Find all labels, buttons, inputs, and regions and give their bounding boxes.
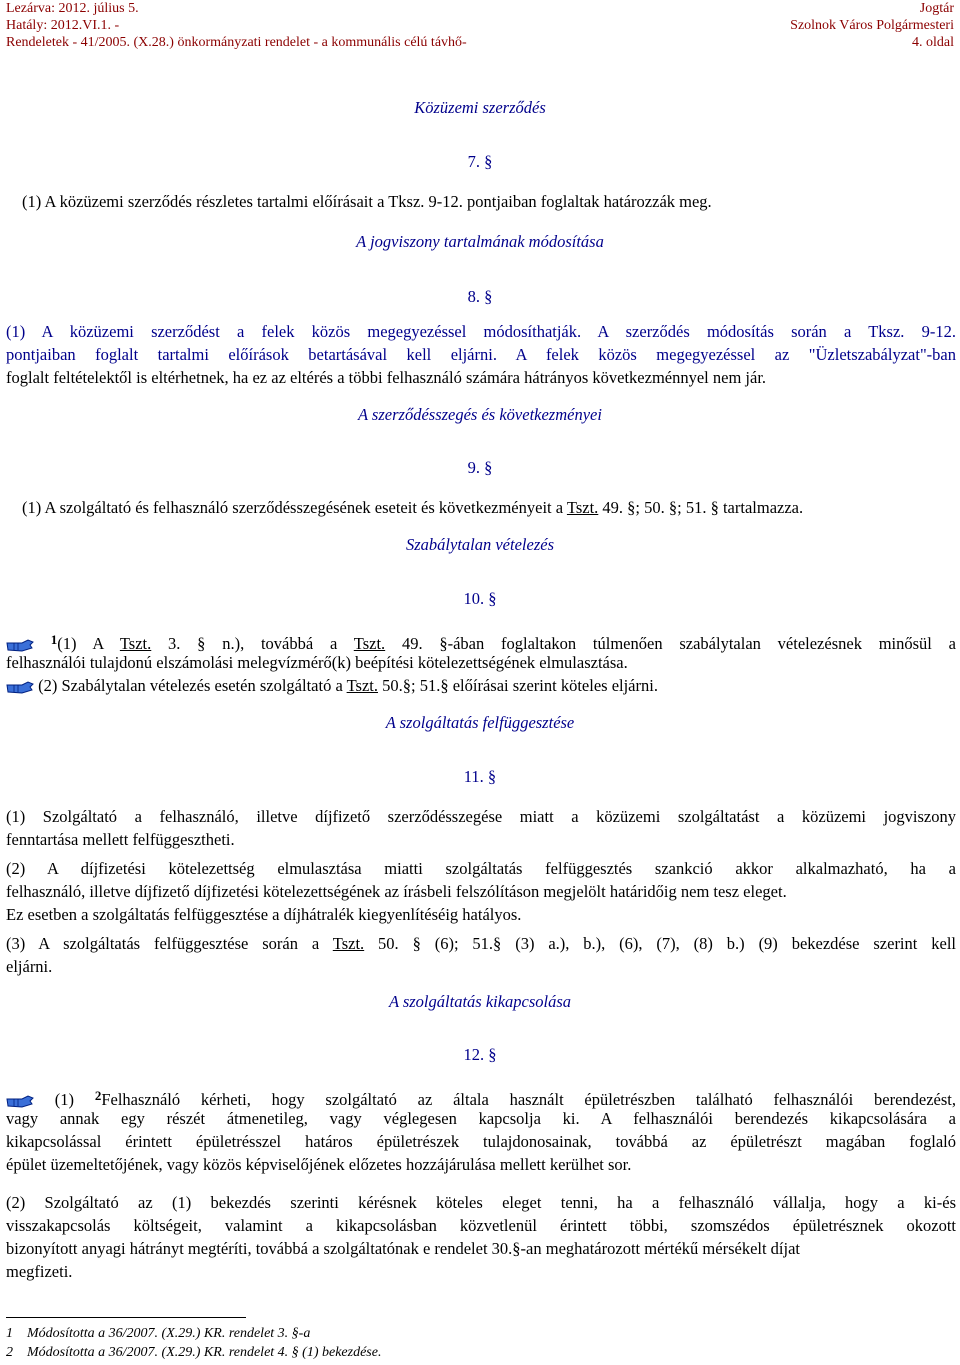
section-11-p2-line-2: felhasználó, illetve díjfizető díjfizetési kötelezettségének az írásbeli felszólításon megjelölt határidőig nem tesz eleget. <box>6 882 787 901</box>
pointing-hand-icon[interactable] <box>6 639 34 652</box>
section-10-paragraph-2 <box>6 674 658 697</box>
section-8-line-3: foglalt feltételektől is eltérhetnek, ha ez az eltérés a többi felhasználó számára hátrányos következménnyel nem jár. <box>6 368 767 387</box>
effective-date: Hatály: 2012.VI.1. - <box>6 18 120 33</box>
section-9-title: A szerződésszegés és következményei <box>358 405 602 424</box>
section-12-p2-line-1: (2) Szolgáltató az (1) bekezdés szerinti kérésnek köteles eleget tenni, ha a felhasználó vállalja, hogy a ki-és <box>6 1193 956 1212</box>
tszt-link[interactable]: Tszt. <box>332 934 365 953</box>
section-8-title: A jogviszony tartalmának módosítása <box>356 232 604 251</box>
tszt-link[interactable]: Tszt. <box>353 634 386 653</box>
section-10-line-2: felhasználói tulajdonú elszámolási melegvízmérő(k) beépítési kötelezettségének elmulasztása. <box>6 653 628 672</box>
section-8-line-1: (1) A közüzemi szerződést a felek közös megegyezéssel módosíthatják. A szerződés módosítás során a Tksz. 9-12. <box>6 322 956 341</box>
section-12-p1-prefix: (1) <box>54 1090 95 1109</box>
app-name: Jogtár <box>919 1 954 16</box>
section-7-paragraph-1: (1) A közüzemi szerződés részletes tartalmi előírásait a Tksz. 9-12. pontjaiban foglaltak határozzák meg. <box>22 192 712 211</box>
section-8-line-2 <box>6 343 956 366</box>
section-8-line-2-text: pontjaiban foglalt tartalmi előírások betartásával kell eljárni. A felek közös megegyezéssel az "Üzletszabályzat"-ban <box>6 345 956 364</box>
page-header-right <box>790 0 954 51</box>
footnote-separator <box>6 1317 246 1318</box>
document-path: Rendeletek - 41/2005. (X.28.) önkormányzati rendelet - a kommunális célú távhő- <box>6 35 467 50</box>
section-11-p3-line-2: eljárni. <box>6 957 53 976</box>
section-12-p2-line-4: megfizeti. <box>6 1262 73 1281</box>
section-10-title: Szabálytalan vételezés <box>405 535 554 554</box>
section-11-p3-text-a: (3) A szolgáltatás felfüggesztése során a <box>6 934 333 953</box>
section-11-p1-line-2: fenntartása mellett felfüggesztheti. <box>6 830 235 849</box>
footnote-1 <box>6 1326 310 1342</box>
closed-date: Lezárva: 2012. július 5. <box>6 1 139 16</box>
pointing-hand-icon[interactable] <box>6 681 34 694</box>
tszt-link[interactable]: Tszt. <box>566 498 599 517</box>
section-12-p2-line-3: bizonyított anyagi hátrányt megtéríti, továbbá a szolgáltatónak e rendelet 30.§-an meghatározott mértékű mérsékelt díjat <box>6 1239 801 1258</box>
section-12-p1-line-4: épület üzemeltetőjének, vagy közös képviselőjének előzetes hozzájárulása mellett kerülhet sor. <box>6 1155 632 1174</box>
footnote-1-number: 1 <box>6 1326 13 1341</box>
tszt-link[interactable]: Tszt. <box>119 634 152 653</box>
footnote-2 <box>6 1345 381 1361</box>
section-11-p1-line-1: (1) Szolgáltató a felhasználó, illetve díjfizető szerződésszegése miatt a közüzemi szolgáltatást a közüzemi jogviszony <box>6 807 956 826</box>
section-12-title: A szolgáltatás kikapcsolása <box>388 992 572 1011</box>
section-12-p1-line-2: vagy annak egy részét átmenetileg, vagy véglegesen kapcsolja ki. A felhasználói berendezés kikapcsolására a <box>6 1109 956 1128</box>
section-12-p1-line-3: kikapcsolással érintett épületrésszel határos épületrészek tulajdonosainak, továbbá az épületrészt magában foglaló <box>6 1132 956 1151</box>
section-11-p2-line-1: (2) A díjfizetési kötelezettség elmulasztása miatti szolgáltatás felfüggesztés szankció akkor alkalmazható, ha a <box>6 859 956 878</box>
section-10-text-b: 3. § n.), továbbá a <box>151 634 354 653</box>
page-header-left <box>6 0 467 51</box>
section-11-p3-text-b: 50. § (6); 51.§ (3) a.), b.), (6), (7), (8) b.) (9) bekezdése szerint kell <box>364 934 956 953</box>
section-12-number: 12. § <box>463 1045 497 1064</box>
section-10-text-c: 49. §-ában foglaltakon túlmenően szabálytalan vételezésnek minősül a <box>385 634 956 653</box>
footnote-ref-2[interactable]: 2 <box>94 1088 102 1103</box>
footnote-2-text: Módosította a 36/2007. (X.29.) KR. rendelet 4. § (1) bekezdése. <box>27 1345 382 1360</box>
section-10-p2-text-b: 50.§; 51.§ előírásai szerint köteles eljárni. <box>378 676 658 695</box>
section-10-p2-text-a: (2) Szabálytalan vételezés esetén szolgáltató a <box>38 676 347 695</box>
section-11-p2-line-3: Ez esetben a szolgáltatás felfüggesztése a díjhátralék kiegyenlítéséig hatályos. <box>6 905 522 924</box>
section-12-p2-line-2: visszakapcsolás költségeit, valamint a kikapcsolásban közvetlenül érintett többi, szomszédos épületrésznek okozott <box>6 1216 956 1235</box>
section-9-paragraph-1 <box>22 496 803 519</box>
section-9-number: 9. § <box>467 458 493 477</box>
tszt-link[interactable]: Tszt. <box>346 676 378 695</box>
page-number: 4. oldal <box>912 35 954 50</box>
section-7-number: 7. § <box>467 152 493 171</box>
section-10-text-a: (1) A <box>57 634 120 653</box>
section-12-p1-text: Felhasználó kérheti, hogy szolgáltató az általa használt épületrészben található felhasználói berendezést, <box>101 1090 956 1109</box>
pointing-hand-icon[interactable] <box>6 1095 34 1108</box>
footnote-1-text: Módosította a 36/2007. (X.29.) KR. rendelet 3. §-a <box>27 1326 311 1341</box>
section-7-title: Közüzemi szerződés <box>414 98 546 117</box>
footnote-ref-1[interactable]: 1 <box>50 632 58 647</box>
section-11-number: 11. § <box>463 767 497 786</box>
publisher: Szolnok Város Polgármesteri <box>790 18 954 33</box>
section-10-number: 10. § <box>463 589 497 608</box>
section-11-p3-line-1 <box>6 932 956 955</box>
section-9-text-end: 49. §; 50. §; 51. § tartalmazza. <box>598 498 804 517</box>
section-8-number: 8. § <box>467 287 493 306</box>
section-9-text: (1) A szolgáltató és felhasználó szerződésszegésének eseteit és következményeit a <box>22 498 567 517</box>
section-11-title: A szolgáltatás felfüggesztése <box>385 713 575 732</box>
footnote-2-number: 2 <box>6 1345 13 1360</box>
